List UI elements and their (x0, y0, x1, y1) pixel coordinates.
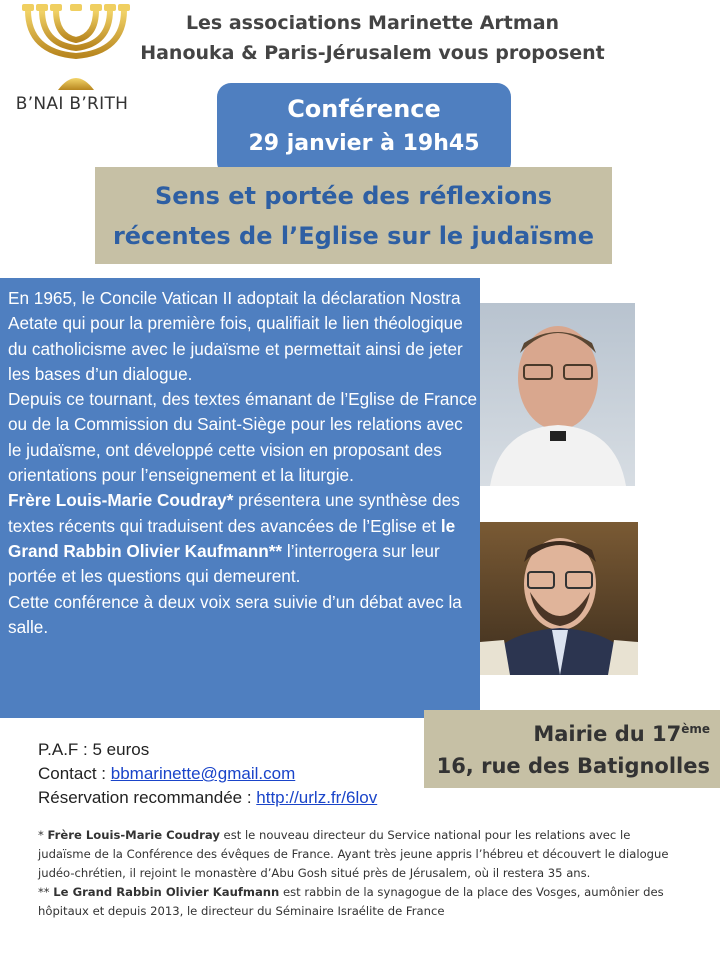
footnotes (38, 826, 686, 921)
title-line-2: récentes de l’Eglise sur le judaïsme (112, 221, 595, 250)
footnote-2-name: Le Grand Rabbin Olivier Kaufmann (53, 885, 280, 899)
paragraph-3-text-b: l’interrogera sur leur portée et les questions qui demeurent. (8, 540, 440, 587)
conference-label: Conférence (287, 95, 441, 123)
practical-info (38, 738, 377, 810)
portrait-olivier-kaufmann (480, 522, 638, 675)
header-line-1: Les associations Marinette Artman (185, 12, 560, 34)
venue-name (424, 722, 710, 746)
footnote-1-name: Frère Louis-Marie Coudray (47, 828, 220, 842)
portrait-louis-marie-coudray (480, 303, 635, 486)
contact-line (38, 762, 377, 786)
footnote-1-text: est le nouveau directeur du Service national pour les relations avec le judaïsme de la Conférence des évêques de France. Ayant très jeune appris l’hébreu et découvert le dialogue judéo-chrétien, il rejoint le monastère d’Abu Gosh situé près de Jérusalem, où il restera 35 ans. (38, 828, 669, 880)
speaker-name-1: Frère Louis-Marie Coudray* (8, 490, 234, 511)
venue-name-text: Mairie du 17 (533, 722, 682, 746)
description-paragraph-3 (8, 488, 480, 589)
footnote-2 (38, 883, 686, 921)
reservation-link[interactable]: http://urlz.fr/6lov (256, 788, 378, 807)
conference-date: 29 janvier à 19h45 (248, 131, 480, 156)
header-line-2: Hanouka & Paris-Jérusalem vous proposent (140, 42, 605, 64)
paragraph-3-text-a: présentera une synthèse des textes récents qui traduisent des avancées de l’Eglise et (8, 490, 460, 536)
footnote-2-marker: ** (38, 885, 54, 899)
header (125, 8, 620, 68)
logo-text: B’NAI B’RITH (15, 94, 129, 114)
venue-name-superscript: ème (681, 722, 710, 736)
description-paragraph-4: Cette conférence à deux voix sera suivie d’un débat avec la salle. (8, 591, 462, 637)
title-line-1: Sens et portée des réflexions (154, 181, 553, 210)
description-paragraph-1: En 1965, le Concile Vatican II adoptait la déclaration Nostra Aetate qui pour la première fois, qualifiait le lien théologique du catholicisme avec le judaïsme et permettait ainsi de jeter les bases d’un dialogue. (8, 288, 463, 384)
conference-title (95, 167, 612, 264)
footnote-1 (38, 826, 686, 883)
contact-email-link[interactable]: bbmarinette@gmail.com (110, 764, 296, 783)
footnote-1-marker: * (38, 828, 48, 842)
venue-address: 16, rue des Batignolles (436, 754, 710, 778)
conference-banner (217, 83, 511, 176)
contact-label: Contact : (38, 764, 111, 783)
entry-fee: P.A.F : 5 euros (38, 740, 150, 759)
menorah-logo-icon (18, 4, 134, 92)
speaker-name-2: le Grand Rabbin Olivier Kaufmann** (8, 515, 456, 561)
footnote-2-text: est rabbin de la synagogue de la place des Vosges, aumônier des hôpitaux et depuis 2013, le directeur du Séminaire Israélite de France (38, 885, 664, 918)
reservation-label: Réservation recommandée : (38, 788, 257, 807)
description-box (0, 278, 480, 718)
venue-box (424, 710, 720, 788)
reservation-line (38, 786, 377, 810)
description-paragraph-2: Depuis ce tournant, des textes émanant de l’Eglise de France ou de la Commission du Saint-Siège pour les relations avec le judaïsme, ont développé cette vision en proposant des orientations pour l’enseignement et la liturgie. (8, 389, 478, 486)
